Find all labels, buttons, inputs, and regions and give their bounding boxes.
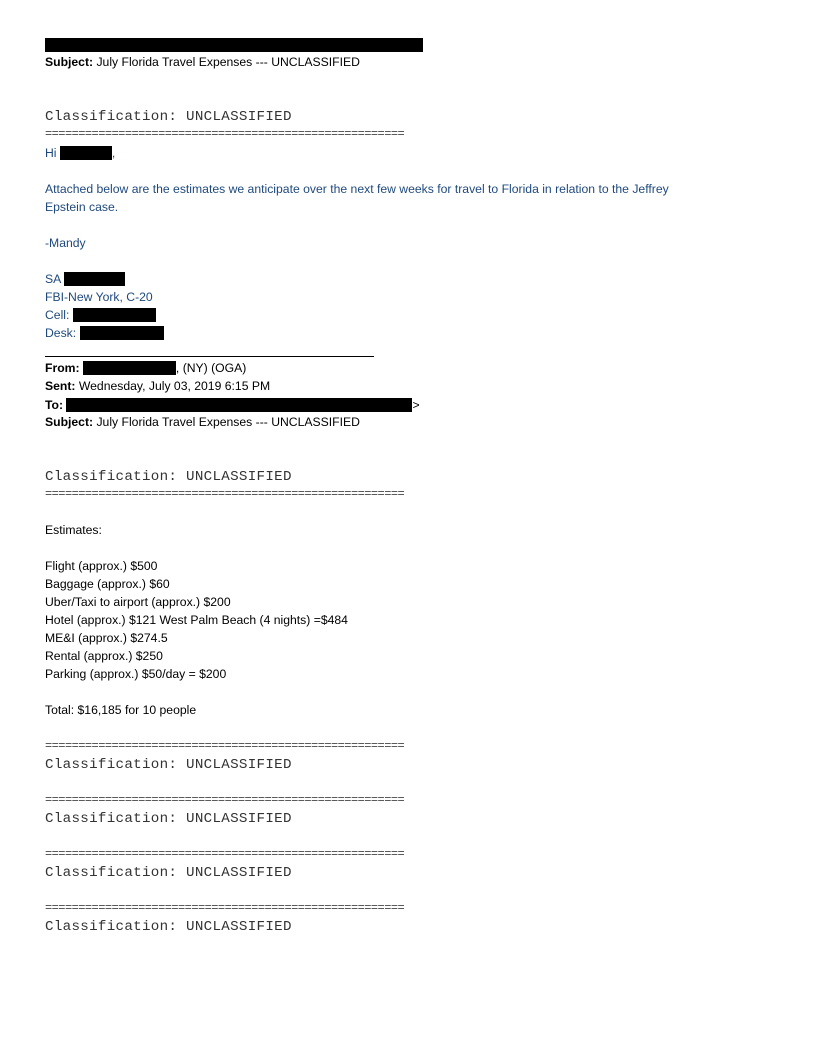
- estimate-item: Parking (approx.) $50/day = $200: [45, 667, 227, 681]
- classification-separator: ======================================================: [45, 739, 405, 753]
- classification-banner: Classification: UNCLASSIFIED: [45, 469, 292, 485]
- sent-label: Sent:: [45, 379, 76, 393]
- signature-title-text: SA: [45, 272, 61, 286]
- signature-cell: [45, 307, 156, 323]
- forward-to: [45, 397, 420, 413]
- to-suffix: >: [412, 398, 420, 412]
- classification-banner: Classification: UNCLASSIFIED: [45, 865, 292, 881]
- estimates-total: Total: $16,185 for 10 people: [45, 703, 197, 717]
- forward-subject-label: Subject:: [45, 415, 94, 429]
- estimate-item: Hotel (approx.) $121 West Palm Beach (4 nights) =$484: [45, 613, 348, 627]
- signature-title: [45, 271, 125, 287]
- from-suffix: , (NY) (OGA): [175, 361, 247, 375]
- from-label: From:: [45, 361, 80, 375]
- redacted-recipient: [60, 146, 112, 160]
- classification-banner: Classification: UNCLASSIFIED: [45, 811, 292, 827]
- sent-value: Wednesday, July 03, 2019 6:15 PM: [75, 379, 271, 393]
- greeting-suffix: ,: [111, 146, 116, 160]
- redacted-header: [45, 38, 423, 52]
- desk-label: Desk:: [45, 326, 77, 340]
- forward-subject-value: July Florida Travel Expenses --- UNCLASSIFIED: [93, 415, 360, 429]
- estimate-item: Flight (approx.) $500: [45, 559, 158, 573]
- estimate-item: Uber/Taxi to airport (approx.) $200: [45, 595, 231, 609]
- subject-value: July Florida Travel Expenses --- UNCLASSIFIED: [93, 55, 360, 69]
- message-body: Attached below are the estimates we anticipate over the next few weeks for travel to Florida in relation to the Jeffrey: [45, 182, 669, 196]
- classification-banner: Classification: UNCLASSIFIED: [45, 109, 292, 125]
- forward-from: [45, 360, 246, 376]
- signoff: -Mandy: [45, 236, 86, 250]
- classification-separator: ======================================================: [45, 793, 405, 807]
- redacted-recipients: [66, 398, 412, 412]
- classification-separator: ======================================================: [45, 487, 405, 501]
- forward-divider: [45, 356, 374, 357]
- signature-desk: [45, 325, 164, 341]
- greeting-line: [45, 145, 115, 161]
- forward-subject: [45, 414, 360, 430]
- redacted-sender: [83, 361, 176, 375]
- forward-sent: [45, 378, 270, 394]
- cell-label: Cell:: [45, 308, 70, 322]
- estimate-item: ME&I (approx.) $274.5: [45, 631, 168, 645]
- classification-banner: Classification: UNCLASSIFIED: [45, 919, 292, 935]
- estimates-heading: Estimates:: [45, 523, 102, 537]
- redacted-desk-number: [80, 326, 164, 340]
- classification-separator: ======================================================: [45, 901, 405, 915]
- email-subject-line: [45, 54, 360, 70]
- subject-label: Subject:: [45, 55, 94, 69]
- estimate-item: Rental (approx.) $250: [45, 649, 163, 663]
- classification-separator: ======================================================: [45, 127, 405, 141]
- redacted-cell-number: [73, 308, 156, 322]
- signature-office: FBI-New York, C-20: [45, 290, 153, 304]
- classification-separator: ======================================================: [45, 847, 405, 861]
- to-label: To:: [45, 398, 64, 412]
- estimate-item: Baggage (approx.) $60: [45, 577, 170, 591]
- message-body-cont: Epstein case.: [45, 200, 119, 214]
- classification-banner: Classification: UNCLASSIFIED: [45, 757, 292, 773]
- greeting-text: Hi: [45, 146, 57, 160]
- redacted-agent-name: [64, 272, 125, 286]
